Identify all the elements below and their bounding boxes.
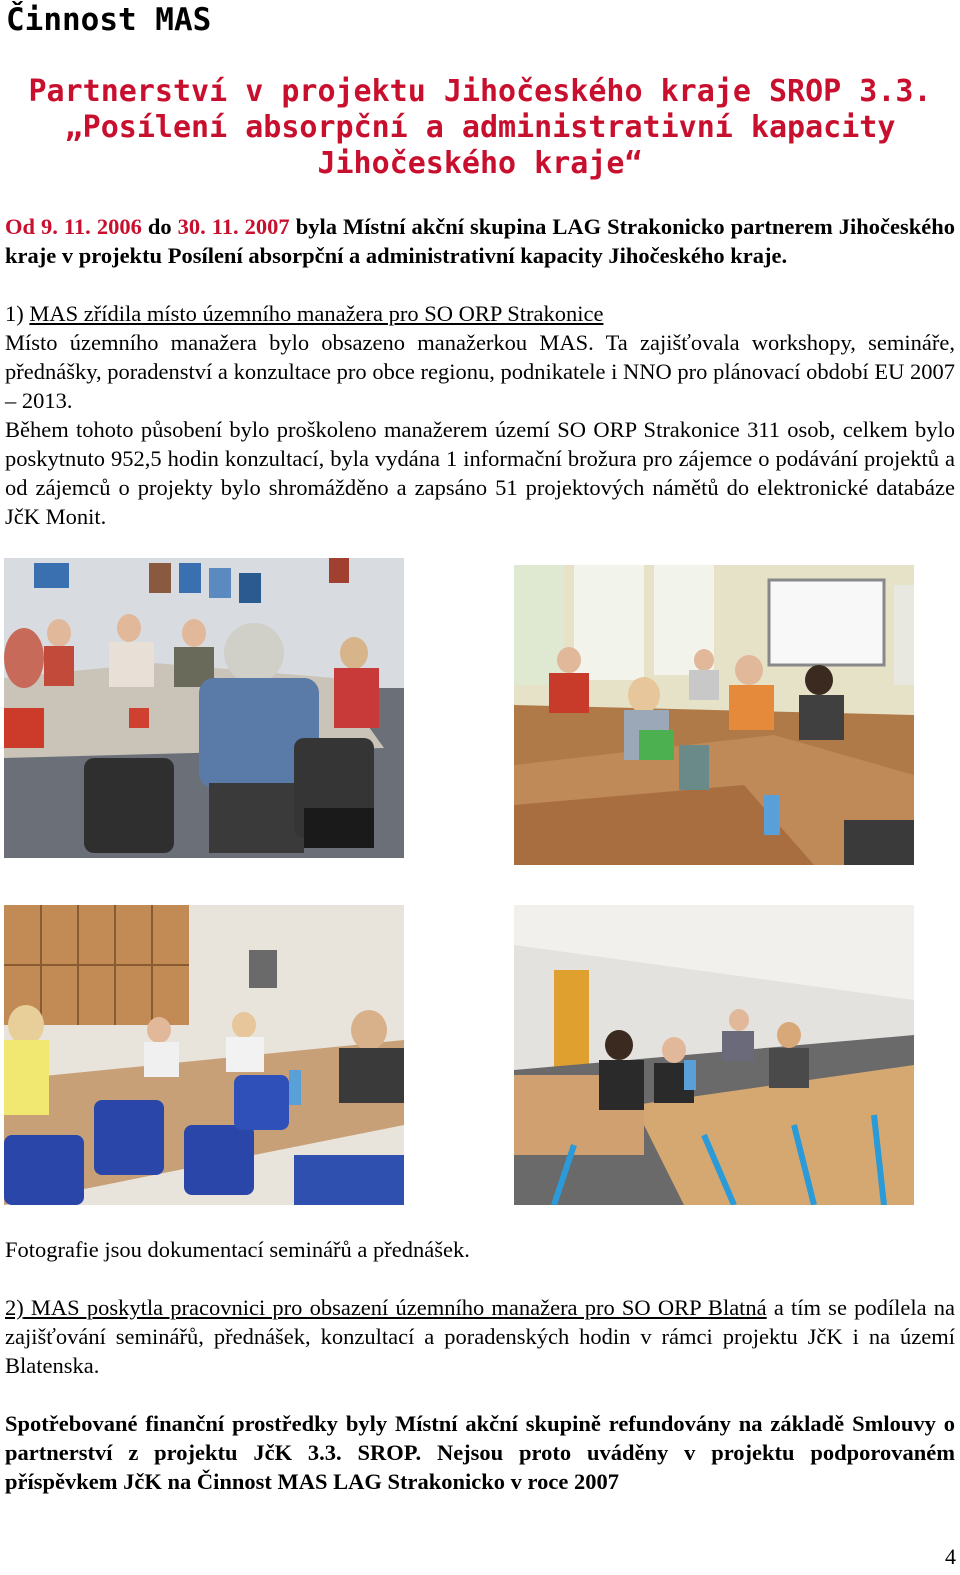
heading-line-2: „Posílení absorpční a administrativní kapacity xyxy=(64,110,896,145)
heading-line-1: Partnerství v projektu Jihočeského kraje SROP 3.3. xyxy=(28,74,932,109)
intro-date-connector: do xyxy=(141,214,178,239)
section-1-title-text: MAS zřídila místo územního manažera pro SO ORP Strakonice xyxy=(29,301,604,326)
section-2-body: a tím se podílela na zajišťování seminářů, přednášek, konzultací a poradenských hodin v rámci projektu JčK i na území Blatenska. xyxy=(5,1295,955,1378)
intro-date-to: 30. 11. 2007 xyxy=(177,214,290,239)
section-2-number: 2) xyxy=(5,1295,24,1320)
seminar-photo-4 xyxy=(514,905,914,1205)
section-1-body: Místo územního manažera bylo obsazeno manažerkou MAS. Ta zajišťovala workshopy, semináře, přednášky, poradenství a konzultace pro obce regionu, podnikatele i NNO pro plánovací období EU 2007 – 2013. xyxy=(5,330,955,413)
page-number: 4 xyxy=(945,1544,956,1569)
section-heading xyxy=(0,74,960,182)
heading-line-3: Jihočeského kraje“ xyxy=(317,146,643,181)
seminar-photo-3 xyxy=(4,905,404,1205)
section-2-title: MAS poskytla pracovnici pro obsazení územního manažera pro SO ORP Blatná xyxy=(23,1295,767,1320)
section-2-paragraph xyxy=(5,1293,955,1380)
section-1-number: 1) xyxy=(5,301,30,326)
seminar-photo-1 xyxy=(4,558,404,858)
photo-caption: Fotografie jsou dokumentací seminářů a přednášek. xyxy=(5,1237,470,1262)
section-1-title xyxy=(5,299,955,328)
seminar-photo-2 xyxy=(514,565,914,865)
section-1-results: Během tohoto působení bylo proškoleno manažerem území SO ORP Strakonice 311 osob, celkem bylo poskytnuto 952,5 hodin konzultací, byla vydána 1 informační brožura pro zájemce o podávání projektů a od zájemců o projekty bylo shromážděno a zapsáno 51 projektových námětů do elektronické databáze JčK Monit. xyxy=(5,417,955,529)
intro-paragraph xyxy=(5,212,955,270)
closing-paragraph: Spotřebované finanční prostředky byly Místní akční skupině refundovány na základě Smlouvy o partnerství z projektu JčK 3.3. SROP. Nejsou proto uváděny v projektu podporovaném příspěvkem JčK na Činnost MAS LAG Strakonicko v roce 2007 xyxy=(5,1411,955,1494)
page-header-title: Činnost MAS xyxy=(6,2,212,38)
intro-date-from: Od 9. 11. 2006 xyxy=(5,214,142,239)
intro-text: byla Místní akční skupina LAG Strakonicko partnerem Jihočeského kraje v projektu Posílení absorpční a administrativní kapacity Jihočeského kraje. xyxy=(5,214,955,268)
